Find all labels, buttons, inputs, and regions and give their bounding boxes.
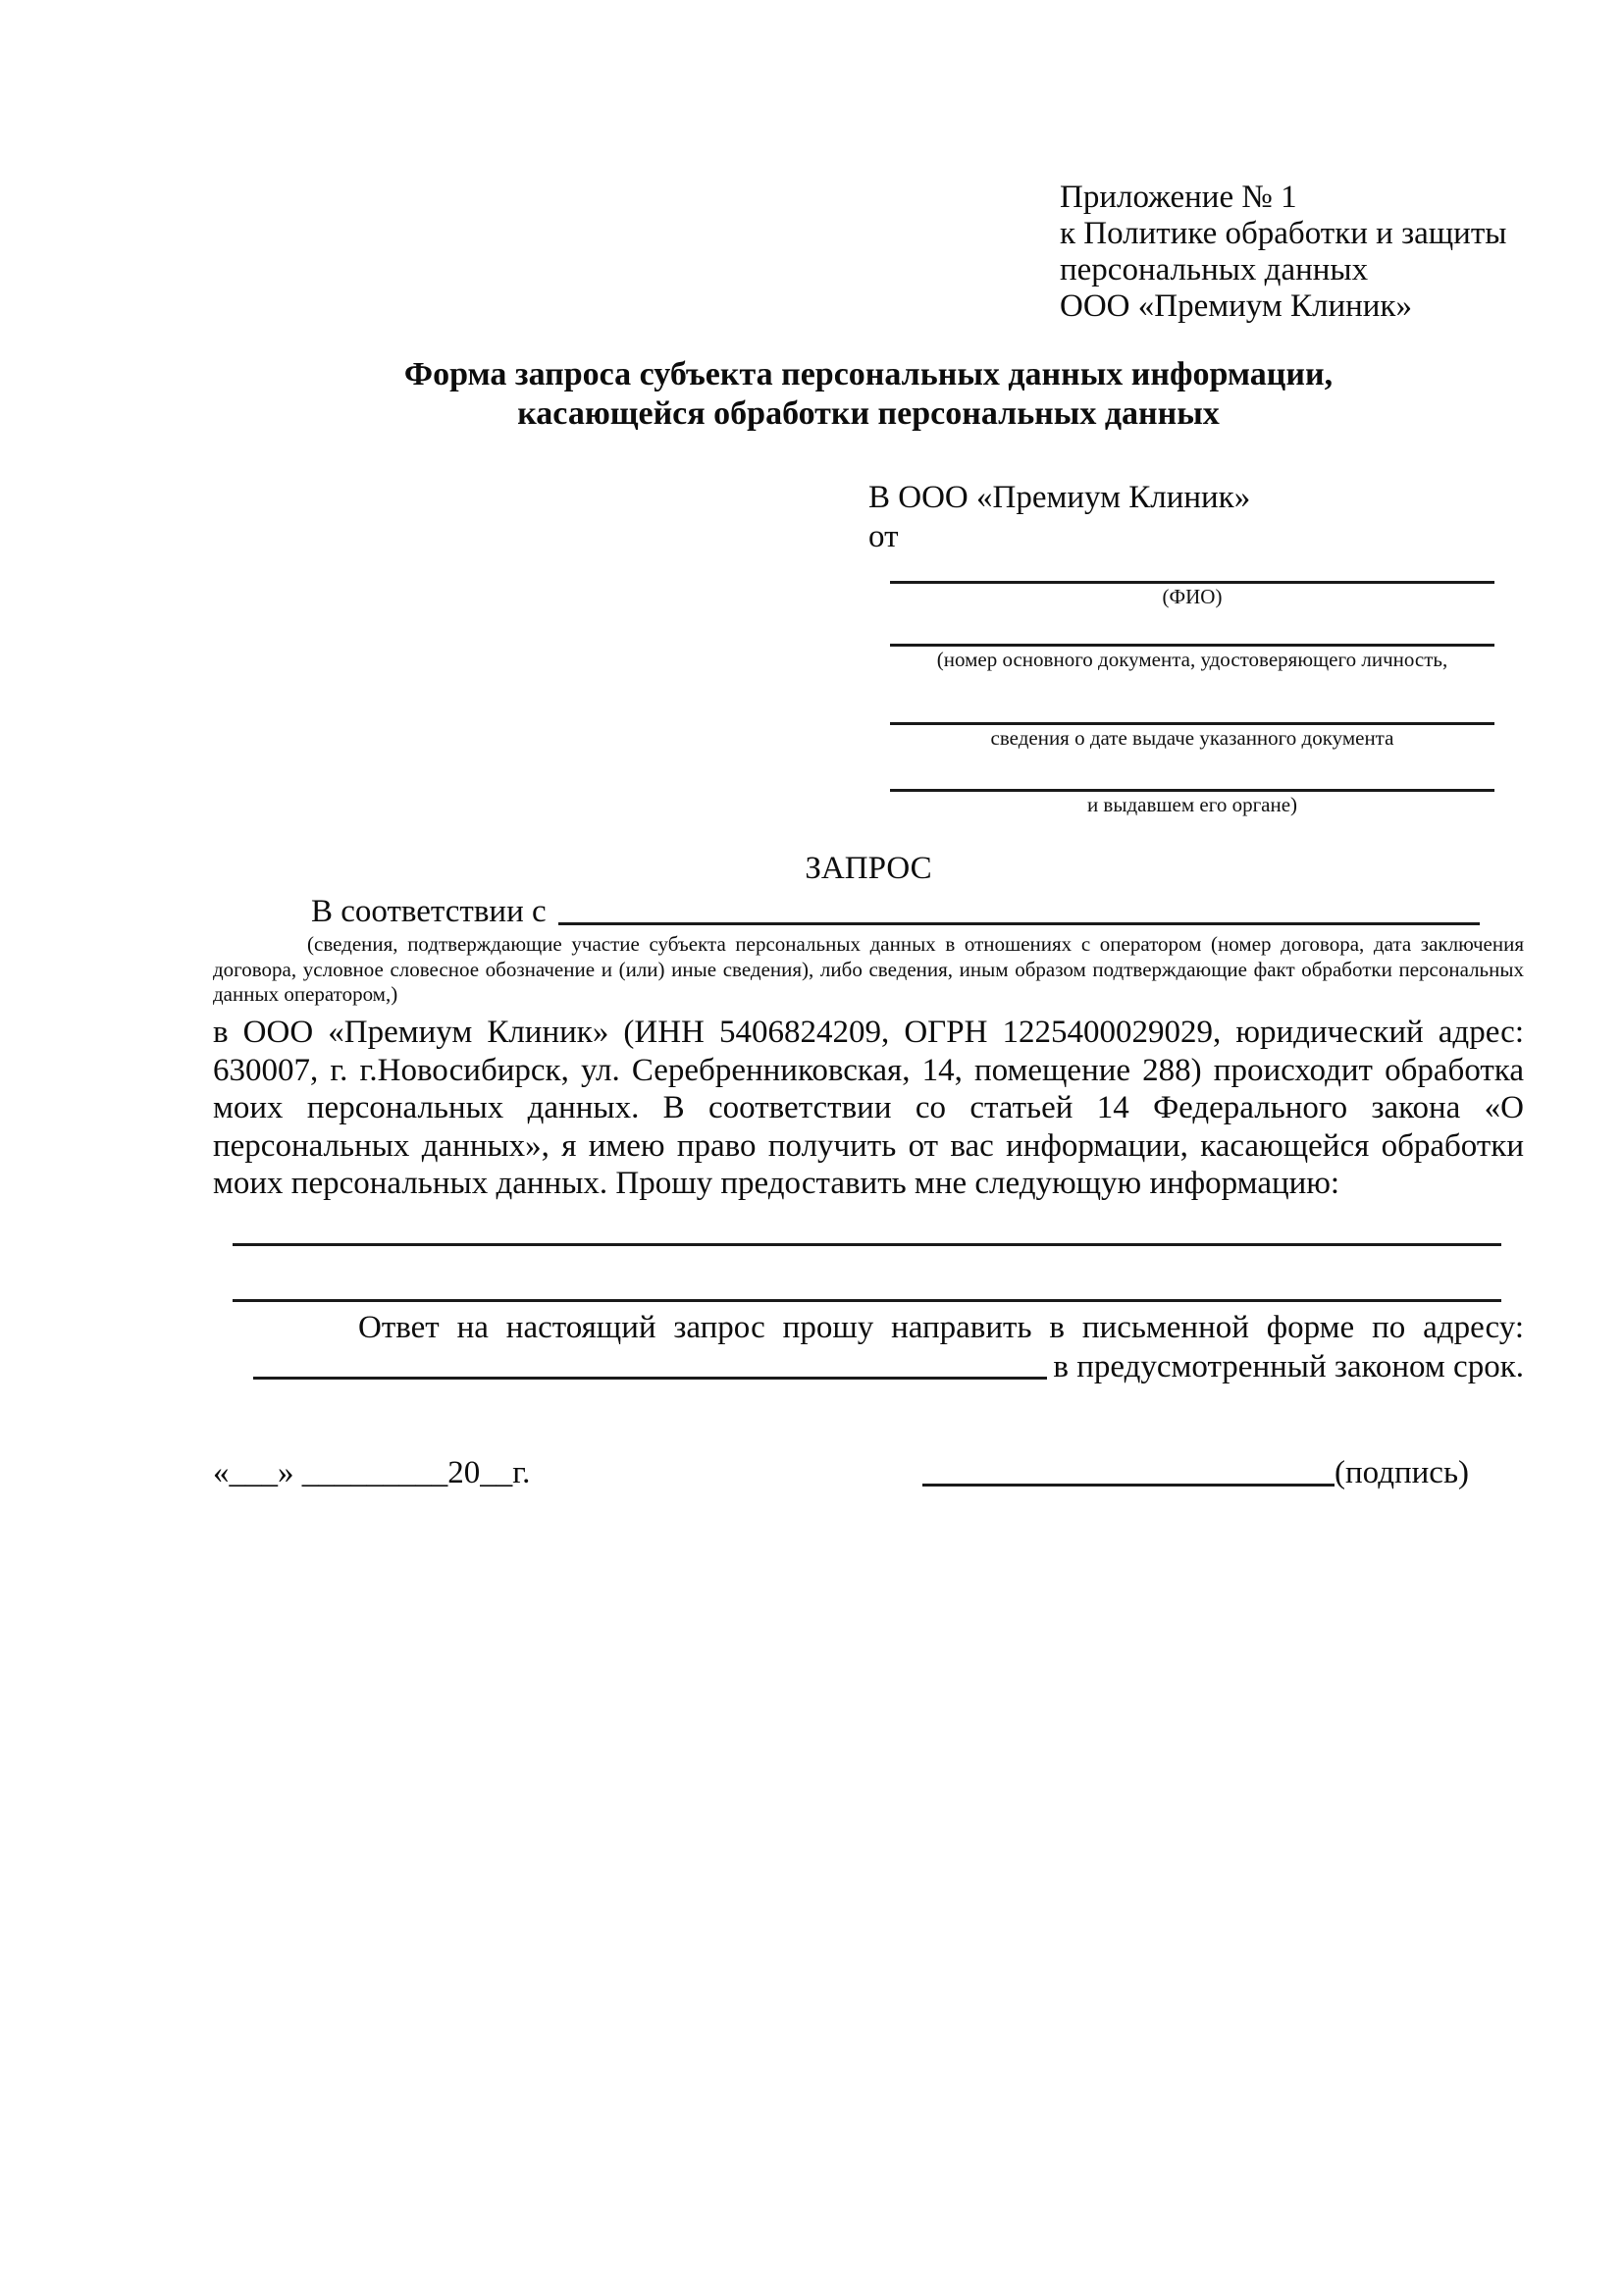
request-heading: ЗАПРОС: [805, 851, 932, 886]
title-line-1: Форма запроса субъекта персональных данных информации,: [403, 356, 1334, 392]
signature-fill-line: [922, 1484, 1335, 1487]
address-fill-line: [253, 1347, 1047, 1380]
fine-print-note: (сведения, подтверждающие участие субъекта персональных данных в отношениях с оператором (номер договора, дата заключения договора, условное словесное обозначение и (или) иные сведения), либо сведения, иным образом подтверждающие факт обработки персональных данных оператором,): [213, 932, 1524, 1006]
issue-date-fill-line: [890, 672, 1494, 725]
annex-line: ООО «Премиум Клиник»: [1060, 288, 1412, 324]
signature-caption: (подпись): [1335, 1455, 1469, 1490]
answer-address-row: [213, 1347, 1524, 1386]
annex-line: Приложение № 1: [1060, 180, 1297, 215]
issue-date-caption: сведения о дате выдаче указанного документа: [990, 726, 1394, 750]
fio-fill-line: [890, 556, 1494, 584]
title-line-2: касающейся обработки персональных данных: [517, 395, 1220, 432]
accordance-fill-line: [558, 891, 1480, 925]
date-signature-row: [213, 1452, 1524, 1493]
info-fill-line-1: [233, 1243, 1501, 1246]
annex-line: персональных данных: [1060, 252, 1369, 287]
answer-paragraph: [213, 1308, 1524, 1386]
date-blank: «___» _________20__г.: [213, 1455, 531, 1490]
issuing-authority-caption: и выдавшем его органе): [1086, 793, 1298, 816]
info-fill-line-2: [233, 1299, 1501, 1302]
addressee-block: [868, 478, 1494, 817]
annex-line: к Политике обработки и защиты: [1060, 216, 1507, 251]
annex-block: [1060, 180, 1506, 325]
document-title: [213, 355, 1524, 434]
body-paragraph: в ООО «Премиум Клиник» (ИНН 5406824209, ОГРН 1225400029029, юридический адрес: 630007, г. г.Новосибирск, ул. Серебренниковская, 14, помещение 288) происходит обработка моих персональных данных. В соответствии со статьей 14 Федерального закона «О персональных данных», я имею право получить от вас информации, касающейся обработки моих персональных данных. Прошу предоставить мне следующую информацию:: [213, 1015, 1524, 1201]
issuing-authority-fill-line: [890, 751, 1494, 792]
answer-sentence: Ответ на настоящий запрос прошу направить в письменной форме по адресу:: [358, 1310, 1524, 1345]
addressee-to: В ООО «Премиум Клиник»: [868, 480, 1251, 515]
document-number-fill-line: [890, 609, 1494, 647]
fio-caption: (ФИО): [1162, 585, 1223, 608]
addressee-from-label: от: [868, 519, 899, 554]
accordance-label: В соответствии с: [311, 894, 547, 929]
accordance-row: [213, 891, 1524, 932]
document-number-caption: (номер основного документа, удостоверяющего личность,: [936, 648, 1448, 671]
answer-tail: в предусмотренный законом срок.: [1053, 1349, 1524, 1384]
